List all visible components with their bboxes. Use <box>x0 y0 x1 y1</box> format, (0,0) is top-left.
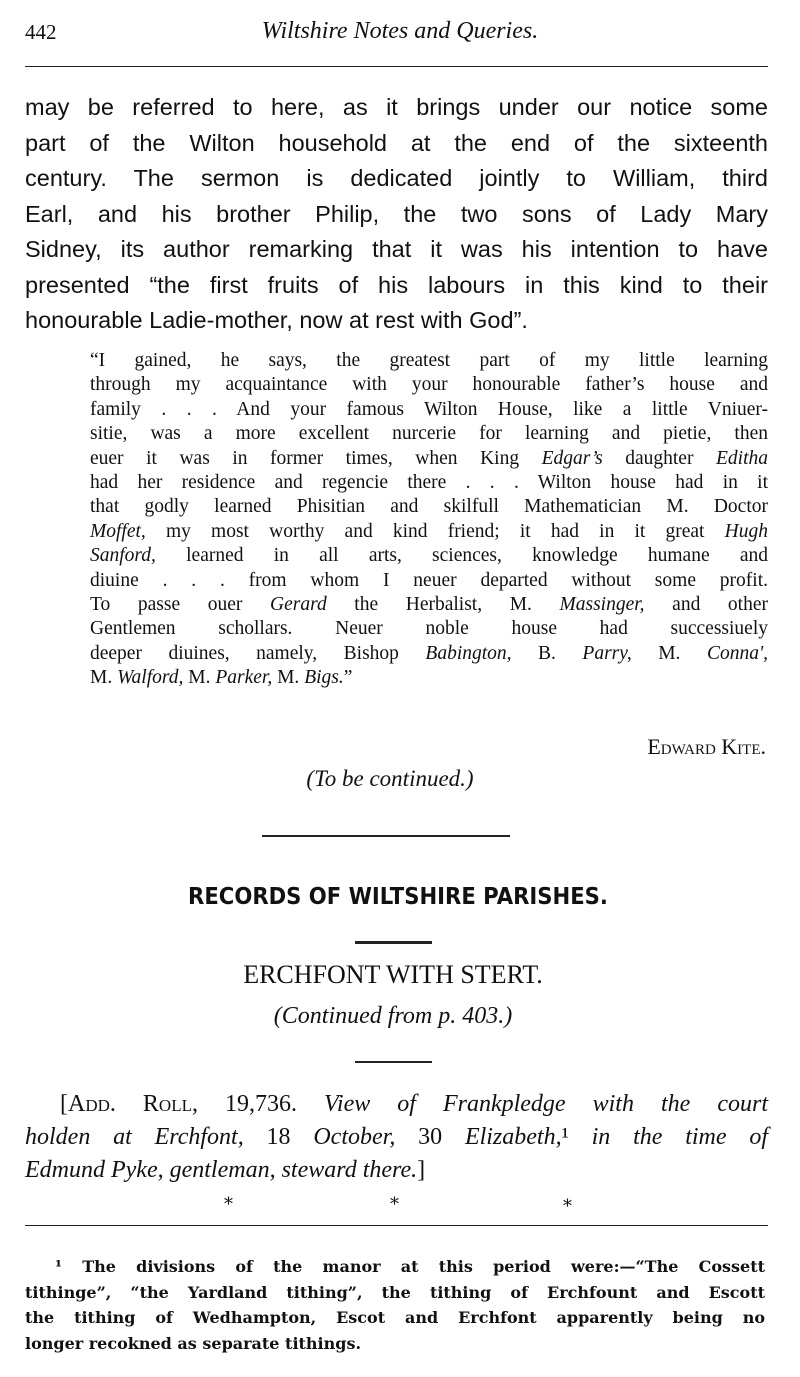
text-span: and other <box>644 593 768 615</box>
to-be-continued: (To be continued.) <box>306 766 474 791</box>
text-span: “I gained, he says, the greatest part of my little learning <box>90 350 768 371</box>
text-line <box>25 268 768 304</box>
running-title: Wiltshire Notes and Queries. <box>261 18 539 44</box>
italic-text: View of Frankpledge with the court <box>324 1091 768 1117</box>
footnote-rule <box>25 1225 768 1226</box>
text-span: family . . . And your famous Wilton House, like a little Vniuer- <box>90 398 768 420</box>
text-span: M. <box>272 667 305 689</box>
text-line <box>90 422 768 446</box>
text-span: part of the Wilton household at the end of the sixteenth <box>25 129 768 156</box>
heading-rule <box>355 941 432 944</box>
italic-text: in the time of <box>568 1124 769 1150</box>
text-span: tithinge”, “the Yardland tithing”, the tithing of Erchfount and Escott <box>25 1282 765 1302</box>
text-line <box>90 471 768 495</box>
italic-text: October, <box>313 1124 396 1150</box>
text-span: Add. Roll, <box>68 1091 198 1117</box>
text-span: presented “the first fruits of his labours in this kind to their <box>25 271 768 298</box>
text-line <box>90 495 768 519</box>
text-span: my most worthy and kind friend; it had in it great <box>145 520 725 542</box>
text-span: century. The sermon is dedicated jointly to William, third <box>25 165 768 191</box>
add-roll-paragraph <box>25 1088 768 1187</box>
italic-text: Hugh <box>724 520 768 542</box>
italic-text: Sanford, <box>90 545 156 567</box>
text-span: euer it was in former times, when King <box>90 447 542 469</box>
text-span: through my acquaintance with your honourable father’s house and <box>90 374 768 396</box>
text-line <box>90 666 768 690</box>
text-line <box>90 617 768 641</box>
italic-text: Elizabeth, <box>464 1124 562 1150</box>
text-span: longer recokned as separate tithings. <box>25 1333 362 1353</box>
continued-from: (Continued from p. 403.) <box>273 1003 513 1029</box>
text-span: 19,736. <box>197 1091 325 1117</box>
text-line <box>25 90 768 126</box>
parish-title: ERCHFONT WITH STERT. <box>243 960 543 989</box>
text-line <box>25 1254 765 1280</box>
footnote <box>25 1254 765 1356</box>
text-line <box>90 398 768 422</box>
section-heading: RECORDS OF WILTSHIRE PARISHES. <box>188 884 608 910</box>
text-span: daughter <box>602 447 716 469</box>
asterisk: * <box>563 1196 572 1217</box>
text-line <box>90 447 768 471</box>
text-line <box>90 569 768 593</box>
text-span: diuine . . . from whom I neuer departed without some profit. <box>90 569 768 591</box>
text-line <box>25 1121 768 1154</box>
text-line <box>25 1280 765 1306</box>
text-line <box>90 349 768 373</box>
text-span: the tithing of Wedhampton, Escot and Erchfont apparently being no <box>25 1308 765 1327</box>
text-span: Earl, and his brother Philip, the two sons of Lady Mary <box>25 200 768 227</box>
text-line <box>90 544 768 568</box>
text-span: To passe ouer <box>90 593 270 615</box>
text-span: Gentlemen schollars. Neuer noble house had successiuely <box>90 618 768 640</box>
body-paragraph <box>25 90 768 339</box>
text-span: deeper diuines, namely, Bishop <box>90 642 426 664</box>
italic-text: Babington, <box>425 642 512 664</box>
text-line <box>25 1331 765 1357</box>
asterisk: * <box>390 1194 399 1215</box>
text-line <box>90 520 768 544</box>
text-span: M. <box>183 667 216 689</box>
text-span: 30 <box>395 1124 465 1150</box>
text-span: the Herbalist, M. <box>326 593 560 615</box>
page-number: 442 <box>25 20 57 44</box>
asterisk: * <box>224 1194 233 1215</box>
italic-text: holden at Erchfont, <box>25 1124 244 1150</box>
text-line <box>25 232 768 268</box>
italic-text: Editha <box>716 447 768 469</box>
text-span: M. <box>90 667 118 689</box>
text-line <box>25 1154 768 1187</box>
text-line <box>25 1305 765 1331</box>
italic-text: Parry, <box>582 642 632 664</box>
text-span: sitie, was a more excellent nurcerie for learning and pietie, then <box>90 423 768 445</box>
italic-text: Conna', <box>706 642 768 664</box>
text-line <box>90 593 768 617</box>
text-span: honourable Ladie-mother, now at rest with God”. <box>25 307 528 333</box>
text-span: B. <box>511 642 583 664</box>
italic-text: Edgar’s <box>541 447 603 469</box>
text-span: had her residence and regencie there . . . Wilton house had in it <box>90 471 768 493</box>
text-span: ] <box>417 1157 426 1183</box>
text-span: [ <box>60 1091 68 1117</box>
text-span: ” <box>343 667 353 689</box>
signature: Edward Kite. <box>647 734 766 759</box>
text-span: 18 <box>243 1124 314 1150</box>
italic-text: Gerard <box>270 593 327 615</box>
text-line <box>25 161 768 197</box>
text-line <box>25 303 768 339</box>
italic-text: Bigs. <box>304 667 344 689</box>
header-rule <box>25 66 768 67</box>
text-line <box>90 642 768 666</box>
text-line <box>25 197 768 233</box>
italic-text: Parker, <box>215 667 273 689</box>
text-line <box>25 1088 768 1121</box>
block-quote <box>90 349 768 690</box>
text-span: learned in all arts, sciences, knowledge humane and <box>155 545 768 567</box>
text-span: M. <box>631 642 707 664</box>
section-rule <box>262 835 510 837</box>
title-rule <box>355 1061 432 1063</box>
text-line <box>90 373 768 397</box>
text-span: Sidney, its author remarking that it was his intention to have <box>25 236 768 262</box>
italic-text: Edmund Pyke, gentleman, steward there. <box>25 1157 418 1183</box>
italic-text: Walford, <box>117 667 184 689</box>
italic-text: Massinger, <box>559 593 645 615</box>
text-span: that godly learned Phisitian and skilfull Mathematician M. Doctor <box>90 496 768 518</box>
text-span: ¹ <box>561 1124 569 1150</box>
text-span: ¹ The divisions of the manor at this period were:—“The Cossett <box>55 1257 765 1276</box>
text-line <box>25 126 768 162</box>
italic-text: Moffet, <box>90 520 146 542</box>
text-span: may be referred to here, as it brings under our notice some <box>25 94 768 120</box>
